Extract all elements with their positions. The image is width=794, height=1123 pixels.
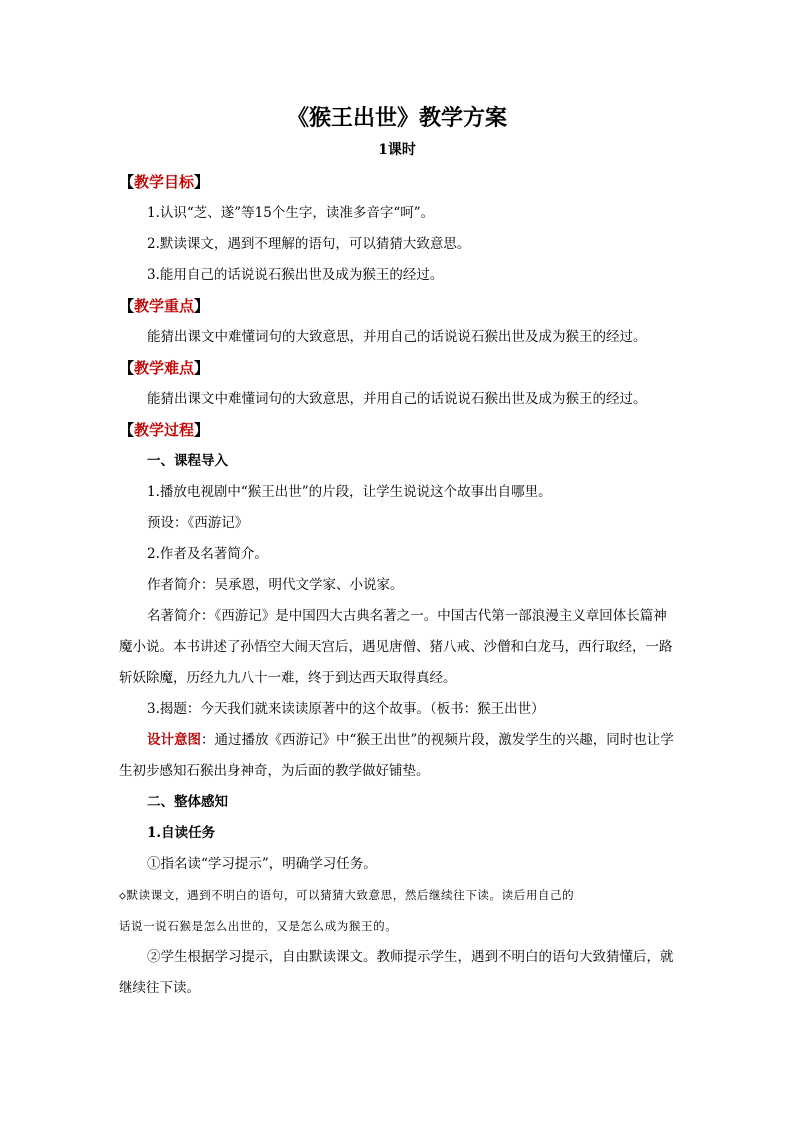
section-heading-process: 【教学过程】 bbox=[119, 421, 210, 439]
part2-title: 二、整体感知 bbox=[147, 794, 228, 810]
part1-paragraph: 预设：《西游记》 bbox=[147, 515, 249, 531]
part2-subtitle: 1.自读任务 bbox=[147, 825, 216, 841]
part1-paragraph: 名著简介：《西游记》是中国四大古典名著之一。中国古代第一部浪漫主义章回体长篇神魔小说。本书讲述了孙悟空大闹天宫后，遇见唐僧、猪八戒、沙僧和白龙马，西行取经，一路斩妖除魔，历经九九八十一难，终于到达西天取得真经。 bbox=[119, 608, 673, 686]
design-intent-label: 设计意图 bbox=[147, 732, 201, 748]
section-heading-goals: 【教学目标】 bbox=[119, 173, 210, 191]
part1-title: 一、课程导入 bbox=[147, 453, 228, 469]
goal-item: 2.默读课文，遇到不理解的语句，可以猜猜大致意思。 bbox=[147, 236, 471, 252]
part1-paragraph: 1.播放电视剧中“猴王出世”的片段，让学生说说这个故事出自哪里。 bbox=[147, 484, 552, 500]
difficulties-text: 能猜出课文中难懂词句的大致意思，并用自己的话说说石猴出世及成为猴王的经过。 bbox=[147, 391, 647, 407]
design-intent: 设计意图：通过播放《西游记》中“猴王出世”的视频片段，激发学生的兴趣，同时也让学生初步感知石猴出身神奇，为后面的教学做好铺垫。 bbox=[119, 732, 674, 779]
part2-paragraph: ①指名读“学习提示”，明确学习任务。 bbox=[147, 856, 377, 872]
learning-hint-line: ◇默读课文，遇到不明白的语句，可以猜猜大致意思，然后继续往下读。读后用自己的 bbox=[119, 888, 575, 902]
learning-hint-line: 话说一说石猴是怎么出世的，又是怎么成为猴王的。 bbox=[119, 919, 398, 933]
part2-paragraph: ②学生根据学习提示，自由默读课文。教师提示学生，遇到不明白的语句大致猜懂后，就继续往下读。 bbox=[119, 949, 674, 996]
key-points-text: 能猜出课文中难懂词句的大致意思，并用自己的话说说石猴出世及成为猴王的经过。 bbox=[147, 329, 647, 345]
goal-item: 3.能用自己的话说说石猴出世及成为猴王的经过。 bbox=[147, 267, 444, 283]
section-heading-key-points: 【教学重点】 bbox=[119, 297, 210, 315]
document-subtitle: 1课时 bbox=[378, 142, 416, 158]
document-page bbox=[119, 100, 675, 1004]
document-title: 《猴王出世》教学方案 bbox=[286, 105, 507, 131]
design-intent-text: 通过播放《西游记》中“猴王出世”的视频片段，激发学生的兴趣，同时也让学生初步感知石猴出身神奇，为后面的教学做好铺垫。 bbox=[119, 732, 674, 779]
part1-paragraph: 2.作者及名著简介。 bbox=[147, 546, 268, 562]
part1-paragraph: 3.揭题：今天我们就来读读原著中的这个故事。（板书：猴王出世） bbox=[147, 701, 545, 717]
goal-item: 1.认识“芝、遂”等15个生字，读准多音字“呵”。 bbox=[147, 205, 435, 221]
part1-paragraph: 作者简介：吴承恩，明代文学家、小说家。 bbox=[147, 577, 404, 593]
section-heading-difficulties: 【教学难点】 bbox=[119, 359, 210, 377]
